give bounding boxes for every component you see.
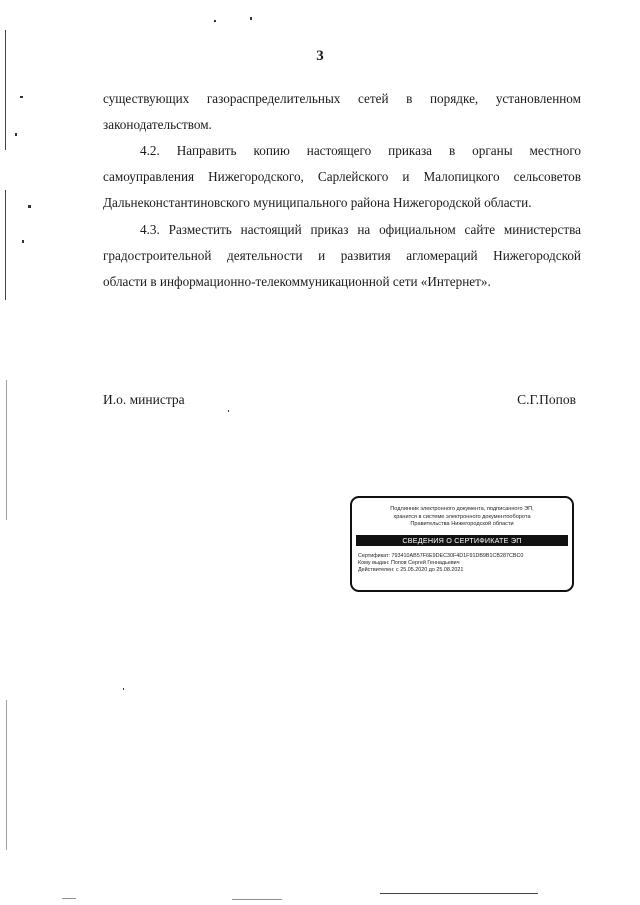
validity-value: с 25.05.2020 до 25.08.2021	[396, 566, 464, 573]
scan-speck	[28, 205, 31, 208]
text-line: Дальнеконстантиновского муниципального района Нижегородской области.	[103, 195, 532, 210]
footer-line	[232, 899, 282, 900]
stamp-notice	[352, 506, 572, 529]
footer-line	[62, 898, 76, 899]
issued-to-row	[358, 560, 572, 567]
text-line: самоуправления Нижегородского, Сарлейского и Малопицкого сельсоветов	[103, 169, 581, 184]
signatory-title: И.о. министра	[103, 392, 185, 407]
scan-speck	[15, 133, 17, 136]
stamp-notice-line: Правительства Нижегородской области	[410, 521, 514, 528]
certificate-value: 793410AB57F6E9DEC30F4D1F91DB9B1CB287CBC0	[391, 552, 524, 559]
scan-speck	[22, 240, 24, 243]
text-line: области в информационно-телекоммуникационной сети «Интернет».	[103, 274, 491, 289]
scan-speck	[214, 20, 216, 22]
signatory-name: С.Г.Попов	[517, 392, 576, 407]
scan-edge-artifact	[6, 380, 7, 520]
stamp-notice-line: хранится в системе электронного документооборота	[393, 513, 531, 520]
validity-row	[358, 567, 572, 574]
item-4-2-paragraph	[103, 138, 581, 216]
scan-edge-artifact	[5, 190, 6, 300]
electronic-signature-stamp	[350, 496, 574, 592]
scan-speck	[123, 688, 124, 690]
scan-speck	[250, 17, 252, 20]
stamp-notice-line: Подлинник электронного документа, подписанного ЭП,	[390, 506, 534, 512]
footer-line	[380, 893, 538, 894]
text-line: 4.3. Разместить настоящий приказ на официальном сайте министерства	[140, 222, 581, 237]
stamp-header: СВЕДЕНИЯ О СЕРТИФИКАТЕ ЭП	[356, 535, 568, 546]
page-number: 3	[316, 48, 324, 64]
issued-to-value: Попов Сергей Геннадьевич	[390, 559, 460, 566]
validity-label: Действителен:	[358, 566, 395, 573]
text-line: градостроительной деятельности и развития агломераций Нижегородской	[103, 248, 581, 263]
stamp-details	[352, 553, 572, 574]
scan-edge-artifact	[6, 700, 7, 850]
text-line: законодательством.	[103, 117, 212, 132]
certificate-row	[358, 553, 572, 560]
certificate-label: Сертификат:	[358, 552, 391, 559]
text-line: 4.2. Направить копию настоящего приказа в органы местного	[140, 143, 581, 158]
item-4-3-paragraph	[103, 217, 581, 295]
scan-speck	[20, 96, 23, 98]
issued-to-label: Кому выдан:	[358, 559, 390, 566]
text-line: существующих газораспределительных сетей в порядке, установленном	[103, 91, 581, 106]
scan-speck	[228, 410, 229, 412]
scan-edge-artifact	[5, 30, 6, 150]
continuation-paragraph	[103, 86, 581, 138]
